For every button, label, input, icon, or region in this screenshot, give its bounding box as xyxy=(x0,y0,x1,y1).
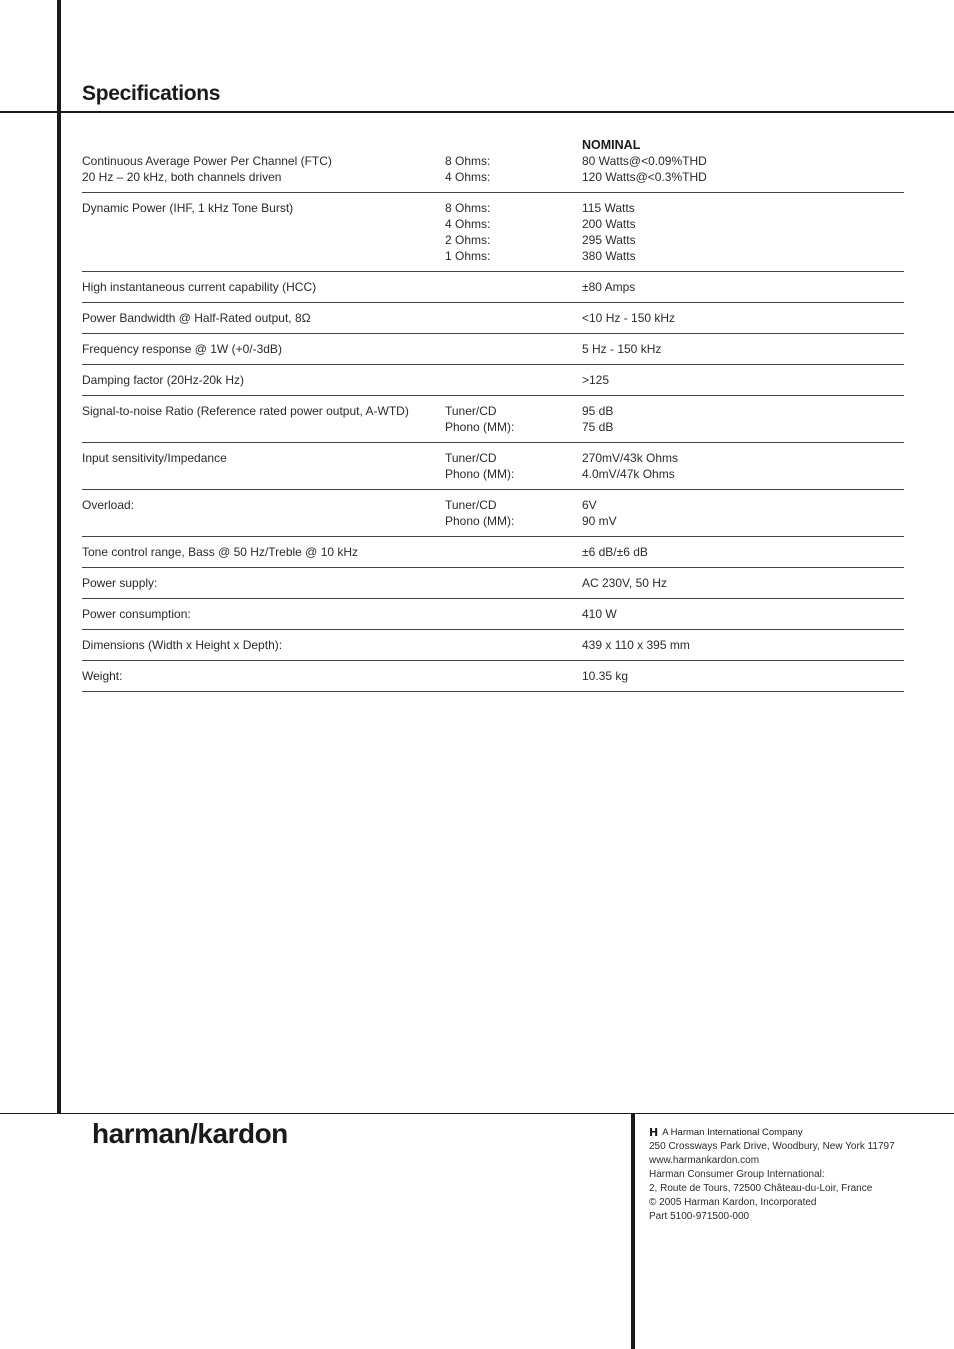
spec-row xyxy=(82,193,904,272)
spec-row xyxy=(82,630,904,661)
spec-value: <10 Hz - 150 kHz xyxy=(582,311,676,325)
spec-value-cell xyxy=(582,403,904,435)
spec-table xyxy=(82,137,904,692)
spec-condition-cell xyxy=(445,279,582,295)
spec-value: 410 W xyxy=(582,607,617,621)
spec-condition: 4 Ohms: xyxy=(445,217,491,231)
spec-condition: Phono (MM): xyxy=(445,467,515,481)
spec-condition-cell xyxy=(445,200,582,264)
footer-rule xyxy=(0,1113,954,1114)
spec-value: ±80 Amps xyxy=(582,280,636,294)
address-lines xyxy=(649,1140,895,1224)
spec-label: Damping factor (20Hz-20k Hz) xyxy=(82,373,245,387)
spec-label: 20 Hz – 20 kHz, both channels driven xyxy=(82,170,282,184)
spec-condition: Phono (MM): xyxy=(445,420,515,434)
spec-value-cell xyxy=(582,450,904,482)
spec-row xyxy=(82,272,904,303)
spec-condition: 1 Ohms: xyxy=(445,249,491,263)
address-line: Part 5100-971500-000 xyxy=(649,1211,750,1222)
harman-h-icon: H xyxy=(649,1126,659,1139)
spec-condition-cell xyxy=(445,668,582,684)
spec-row xyxy=(82,443,904,490)
spec-condition: 8 Ohms: xyxy=(445,201,491,215)
spec-row xyxy=(82,303,904,334)
spec-value-cell xyxy=(582,200,904,264)
spec-condition: 2 Ohms: xyxy=(445,233,491,247)
spec-value-cell xyxy=(582,544,904,560)
header-rule xyxy=(0,111,954,113)
spec-condition-cell xyxy=(445,544,582,560)
spec-label: Frequency response @ 1W (+0/-3dB) xyxy=(82,342,282,356)
page-title: Specifications xyxy=(82,82,221,105)
address-line: 2, Route de Tours, 72500 Château-du-Loir, France xyxy=(649,1183,873,1194)
spec-label-cell xyxy=(82,153,445,185)
spec-label: High instantaneous current capability (HCC) xyxy=(82,280,317,294)
spec-row xyxy=(82,661,904,692)
spec-condition-cell xyxy=(445,403,582,435)
spec-value: 75 dB xyxy=(582,420,614,434)
spec-condition-cell xyxy=(445,310,582,326)
spec-value: 115 Watts xyxy=(582,201,635,215)
spec-row xyxy=(82,396,904,443)
spec-label-cell xyxy=(82,637,445,653)
spec-condition: Tuner/CD xyxy=(445,404,497,418)
spec-label-cell xyxy=(82,279,445,295)
spec-value-cell xyxy=(582,606,904,622)
spec-label: Power consumption: xyxy=(82,607,191,621)
address-line: © 2005 Harman Kardon, Incorporated xyxy=(649,1197,817,1208)
spec-value-cell xyxy=(582,637,904,653)
spec-label-cell xyxy=(82,200,445,264)
spec-label-cell xyxy=(82,497,445,529)
spec-value: 10.35 kg xyxy=(582,669,629,683)
spec-value-cell xyxy=(582,341,904,357)
spec-row xyxy=(82,568,904,599)
spec-label: Power Bandwidth @ Half-Rated output, 8Ω xyxy=(82,311,311,325)
spec-value: 4.0mV/47k Ohms xyxy=(582,467,675,481)
spec-label: Continuous Average Power Per Channel (FTC) xyxy=(82,154,332,168)
spec-condition-cell xyxy=(445,606,582,622)
company-line xyxy=(649,1126,895,1140)
spec-value-cell xyxy=(582,668,904,684)
address-line: www.harmankardon.com xyxy=(649,1155,760,1166)
spec-label-cell xyxy=(82,668,445,684)
spec-row xyxy=(82,490,904,537)
spec-value-cell xyxy=(582,279,904,295)
spec-label: Overload: xyxy=(82,498,135,512)
spec-value: 95 dB xyxy=(582,404,614,418)
spec-value: AC 230V, 50 Hz xyxy=(582,576,667,590)
spec-condition-cell xyxy=(445,450,582,482)
spec-value: 5 Hz - 150 kHz xyxy=(582,342,662,356)
company-address xyxy=(649,1126,895,1224)
nominal-header-row xyxy=(82,137,904,153)
spec-label-cell xyxy=(82,544,445,560)
spec-row xyxy=(82,537,904,568)
spec-value: 6V xyxy=(582,498,597,512)
spec-value: 295 Watts xyxy=(582,233,636,247)
spec-condition-cell xyxy=(445,372,582,388)
spec-value: 90 mV xyxy=(582,514,617,528)
spec-label-cell xyxy=(82,450,445,482)
spec-label-cell xyxy=(82,575,445,591)
left-margin-bar xyxy=(57,0,61,1113)
spec-label-cell xyxy=(82,341,445,357)
spec-label: Tone control range, Bass @ 50 Hz/Treble @ 10 kHz xyxy=(82,545,359,559)
spec-row xyxy=(82,599,904,630)
spec-condition: 4 Ohms: xyxy=(445,170,491,184)
spec-condition-cell xyxy=(445,153,582,185)
spec-value-cell xyxy=(582,153,904,185)
spec-row xyxy=(82,365,904,396)
spec-value: 270mV/43k Ohms xyxy=(582,451,679,465)
spec-label-cell xyxy=(82,403,445,435)
spec-condition-cell xyxy=(445,637,582,653)
spec-value: 439 x 110 x 395 mm xyxy=(582,638,690,652)
spec-row xyxy=(82,153,904,193)
spec-condition-cell xyxy=(445,341,582,357)
nominal-header: NOMINAL xyxy=(582,138,641,152)
spec-condition: Tuner/CD xyxy=(445,451,497,465)
address-line: 250 Crossways Park Drive, Woodbury, New York 11797 xyxy=(649,1141,895,1152)
spec-value: 380 Watts xyxy=(582,249,636,263)
spec-value: ±6 dB/±6 dB xyxy=(582,545,648,559)
spec-label-cell xyxy=(82,310,445,326)
spec-condition: Phono (MM): xyxy=(445,514,515,528)
spec-condition-cell xyxy=(445,497,582,529)
spec-value: 200 Watts xyxy=(582,217,636,231)
spec-value: >125 xyxy=(582,373,610,387)
spec-condition: 8 Ohms: xyxy=(445,154,491,168)
spec-label: Dimensions (Width x Height x Depth): xyxy=(82,638,283,652)
footer-divider-bar xyxy=(631,1113,635,1349)
spec-value-cell xyxy=(582,575,904,591)
spec-value: 120 Watts@<0.3%THD xyxy=(582,170,707,184)
spec-label-cell xyxy=(82,372,445,388)
spec-label: Dynamic Power (IHF, 1 kHz Tone Burst) xyxy=(82,201,294,215)
spec-rows xyxy=(82,153,904,692)
brand-logo: harman/kardon xyxy=(92,1118,288,1149)
spec-label-cell xyxy=(82,606,445,622)
spec-value-cell xyxy=(582,497,904,529)
address-line: Harman Consumer Group International: xyxy=(649,1169,825,1180)
company-name: A Harman International Company xyxy=(662,1127,803,1138)
spec-label: Power supply: xyxy=(82,576,158,590)
spec-label: Input sensitivity/Impedance xyxy=(82,451,227,465)
spec-condition-cell xyxy=(445,575,582,591)
spec-label: Weight: xyxy=(82,669,123,683)
spec-value-cell xyxy=(582,310,904,326)
spec-row xyxy=(82,334,904,365)
spec-value: 80 Watts@<0.09%THD xyxy=(582,154,707,168)
spec-condition: Tuner/CD xyxy=(445,498,497,512)
spec-value-cell xyxy=(582,372,904,388)
spec-label: Signal-to-noise Ratio (Reference rated power output, A-WTD) xyxy=(82,404,409,418)
